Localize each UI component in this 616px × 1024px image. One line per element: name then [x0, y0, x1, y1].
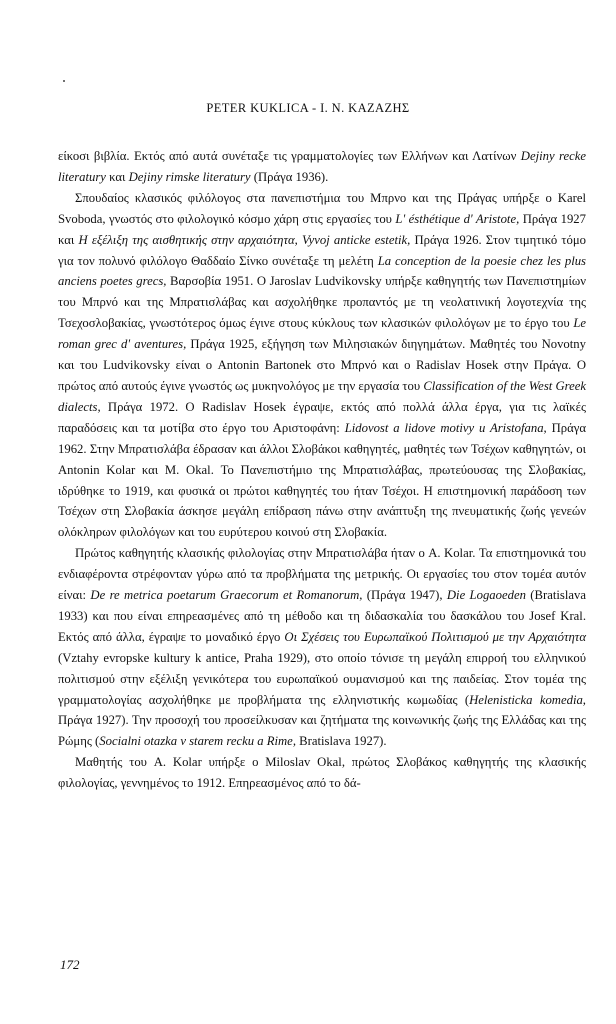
paragraph-1 — [58, 146, 586, 188]
italic-title: Lidovost a lidove motivy u Aristofana, — [344, 420, 547, 435]
italic-title: Η εξέλιξη της αισθητικής στην αρχαιότητα, Vyvoj anticke estetik, — [78, 232, 411, 247]
text-run: Σπουδαίος κλασικός φιλόλογος στα πανεπιστήμια του Μπρνο και της Πράγας υπήρξε ο Karel Svoboda, γνωστός στο φιλολογικό κόσμο χάρη στις εργασίες του — [58, 190, 586, 226]
scan-speck — [63, 80, 65, 82]
paragraph-2 — [58, 188, 586, 543]
text-run: (Bratislava 1933) και που είναι επηρεασμένες από τη μέθοδο και τη διδασκαλία του δασκάλου του Josef Kral. Εκτός από άλλα, έγραψε το μοναδικό έργο — [58, 588, 586, 644]
text-run: (Vztahy evropske kultury k antice, Praha 1929), στο οποίο τόνισε τη μεγάλη επιρροή του ελληνικού πολιτισμού στην εξέλιξη γενικότερα του ευρωπαϊκού ουμανισμού και της παιδείας. Στον τομέα της γραμματολογίας ασχολήθηκε με προβλήματα της ελληνιστικής κωμωδίας ( — [58, 650, 586, 707]
italic-title: Le roman grec d' aventures, — [58, 316, 586, 352]
paragraph-4 — [58, 752, 586, 794]
italic-title: Socialni otazka v starem recku a Rime, — [99, 734, 296, 749]
italic-title: Helenisticka komedia, — [469, 692, 586, 707]
text-run: είκοσι βιβλία. Εκτός από αυτά συνέταξε τις γραμματολογίες των Ελλήνων και Λατίνων — [58, 149, 521, 163]
text-run: Πράγα 1927). Την προσοχή του προσείλκυσαν και ζητήματα της κοινωνικής ζωής της Ελλάδας και της Ρώμης ( — [58, 713, 586, 749]
text-run: Πρώτος καθηγητής κλασικής φιλολογίας στην Μπρατισλάβα ήταν ο A. Kolar. Τα επιστημονικά του ενδιαφέροντα στρέφονταν γύρω από τα προβλήματα της μετρικής. Οι εργασίες του στον τομέα αυτόν είναι: — [58, 546, 586, 603]
text-run: Πράγα 1972. Ο Radislav Hosek έγραψε, εκτός από πολλά άλλα έργα, για τις λαϊκές παραδόσεις και τα μοτίβα στο έργο του Αριστοφάνη: — [58, 399, 586, 435]
italic-title: De re metrica poetarum Graecorum et Romanorum, — [90, 588, 363, 603]
italic-title: Dejiny rimske literatury — [128, 169, 251, 184]
text-run: και — [105, 169, 129, 184]
text-run: Πράγα 1926. Στον τιμητικό τόμο για τον πολυνό φιλόλογο Θαδδαίο Σίνκο συνέταξε τη μελέτη — [58, 232, 586, 268]
text-run: Βαρσοβία 1951. Ο Jaroslav Ludvikovsky υπήρξε καθηγητής των Πανεπιστημίων του Μπρνό και της Μπρατισλάβας και ασχολήθηκε προπαντός με τη νεολατινική λογοτεχνία της Τσεχοσλοβακίας, γνωστότερος όμως έγινε στους κύκλους των κλασικών φιλολόγων με το έργο του — [58, 274, 586, 331]
paragraph-3 — [58, 543, 586, 752]
body-text — [58, 146, 586, 794]
italic-title: La conception de la poesie chez les plus anciens poetes grecs, — [58, 253, 586, 289]
italic-title: L' ésthétique d' Aristote, — [395, 211, 520, 226]
text-run: Πράγα 1962. Στην Μπρατισλάβα έδρασαν και άλλοι Σλοβάκοι καθηγητές, μαθητές των Τσέχων καθηγητών, οι Antonin Kolar και M. Okal. Το Πανεπιστήμιο της Μπρατισλάβας, πρωτεύουσας της Σλοβακίας, ιδρύθηκε το 1919, και φυσικά οι πρώτοι καθηγητές του ήταν Τσέχοι. Η επιστημονική παράδοση των Τσέχων στη Σλοβακία άσκησε μεγάλη επίδραση πάνω στην ανάπτυξη της πνευματικής ζωής γενεών ολόκληρων φιλολόγων και του ευρύτερου κοινού στη Σλοβακία. — [58, 420, 586, 540]
text-run: Πράγα 1927 και — [58, 211, 586, 247]
text-run: Μαθητής του A. Kolar υπήρξε ο Miloslav Okal, πρώτος Σλοβάκος καθηγητής της κλασικής φιλολογίας, γεννημένος το 1912. Επηρεασμένος από το δά- — [58, 755, 586, 791]
italic-title: Classification of the West Greek dialects, — [58, 378, 586, 414]
text-run: (Πράγα 1936). — [250, 169, 329, 184]
page-number: 172 — [60, 957, 80, 972]
italic-title: Οι Σχέσεις του Ευρωπαϊκού Πολιτισμού με την Αρχαιότητα — [284, 629, 586, 644]
italic-title: Die Logaoeden — [446, 588, 526, 603]
italic-title: Dejiny recke literatury — [58, 149, 587, 184]
text-run: Bratislava 1927). — [296, 734, 387, 749]
text-run: (Πράγα 1947), — [362, 588, 447, 603]
text-run: Πράγα 1925, εξήγηση των Μιλησιακών διηγημάτων. Μαθητές του Novotny και του Ludvikovsky είναι ο Antonin Bartonek στο Μπρνό και ο Radislav Hosek στην Πράγα. Ο πρώτος από αυτούς έγινε γνωστός ως μυκηνολόγος με την εργασία του — [58, 337, 586, 393]
running-header: PETER KUKLICA - I. N. ΚΑΖΑΖΗΣ — [206, 101, 410, 115]
